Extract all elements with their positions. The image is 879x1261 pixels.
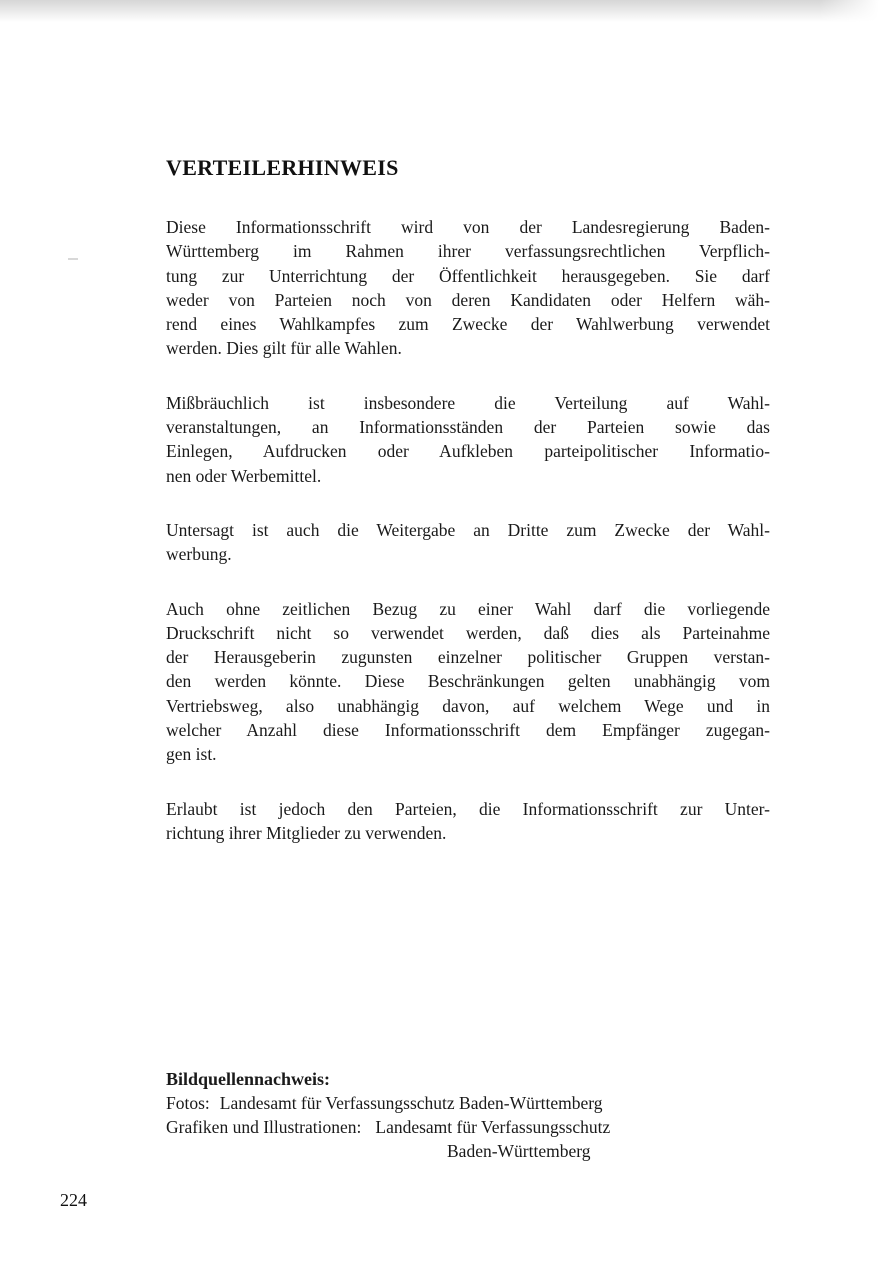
paragraph-line: der Herausgeberin zugunsten einzelner politischer Gruppen verstan-	[166, 647, 770, 668]
paragraph-2	[166, 391, 770, 488]
paragraph-line: Untersagt ist auch die Weitergabe an Dritte zum Zwecke der Wahl-	[166, 519, 770, 540]
graphics-source-continued: Baden-Württemberg	[447, 1141, 591, 1161]
paragraph-line: Erlaubt ist jedoch den Parteien, die Informationsschrift zur Unter-	[166, 798, 770, 819]
graphics-source: Landesamt für Verfassungsschutz	[375, 1117, 611, 1137]
paragraph-line: Auch ohne zeitlichen Bezug zu einer Wahl darf die vorliegende	[166, 598, 770, 619]
credits-heading: Bildquellennachweis:	[166, 1069, 331, 1089]
paragraph-line: rend eines Wahlkampfes zum Zwecke der Wahlwerbung verwendet	[166, 314, 770, 335]
paragraph-line: den werden könnte. Diese Beschränkungen gelten unabhängig vom	[166, 671, 770, 692]
paragraph-line: Einlegen, Aufdrucken oder Aufkleben parteipolitischer Informatio-	[166, 441, 770, 462]
paragraph-line: werbung.	[166, 544, 232, 565]
paragraph-line: Druckschrift nicht so verwendet werden, daß dies als Parteinahme	[166, 622, 770, 643]
paragraph-line: tung zur Unterrichtung der Öffentlichkeit herausgegeben. Sie darf	[166, 265, 770, 286]
photos-label: Fotos:	[166, 1093, 210, 1113]
paragraph-line: Vertriebsweg, also unabhängig davon, auf welchem Wege und in	[166, 695, 770, 716]
credits-photos-row	[166, 1091, 776, 1115]
graphics-label: Grafiken und Illustrationen:	[166, 1117, 362, 1137]
paragraph-line: richtung ihrer Mitglieder zu verwenden.	[166, 822, 447, 843]
paragraph-1	[166, 215, 770, 361]
scan-shadow-edge	[0, 0, 879, 22]
credits-graphics-row	[166, 1115, 776, 1139]
paragraph-line: Diese Informationsschrift wird von der Landesregierung Baden-	[166, 217, 770, 237]
page-title: VERTEILERHINWEIS	[166, 155, 399, 180]
paragraph-line: welcher Anzahl diese Informationsschrift dem Empfänger zugegan-	[166, 720, 770, 741]
margin-mark	[68, 258, 78, 260]
paragraph-line: weder von Parteien noch von deren Kandidaten oder Helfern wäh-	[166, 289, 770, 310]
paragraph-3	[166, 518, 770, 567]
paragraph-line: veranstaltungen, an Informationsständen der Parteien sowie das	[166, 417, 770, 438]
paragraph-line: werden. Dies gilt für alle Wahlen.	[166, 338, 402, 359]
paragraph-line: gen ist.	[166, 744, 217, 765]
paragraph-line: Württemberg im Rahmen ihrer verfassungsrechtlichen Verpflich-	[166, 241, 770, 262]
photos-source: Landesamt für Verfassungsschutz Baden-Württemberg	[219, 1093, 603, 1113]
paragraph-4	[166, 597, 770, 767]
paragraph-line: nen oder Werbemittel.	[166, 465, 322, 486]
image-credits	[166, 1067, 776, 1163]
page-number: 224	[60, 1190, 87, 1210]
paragraph-5	[166, 797, 770, 846]
paragraph-line: Mißbräuchlich ist insbesondere die Verteilung auf Wahl-	[166, 392, 770, 413]
notice-body	[166, 215, 770, 875]
